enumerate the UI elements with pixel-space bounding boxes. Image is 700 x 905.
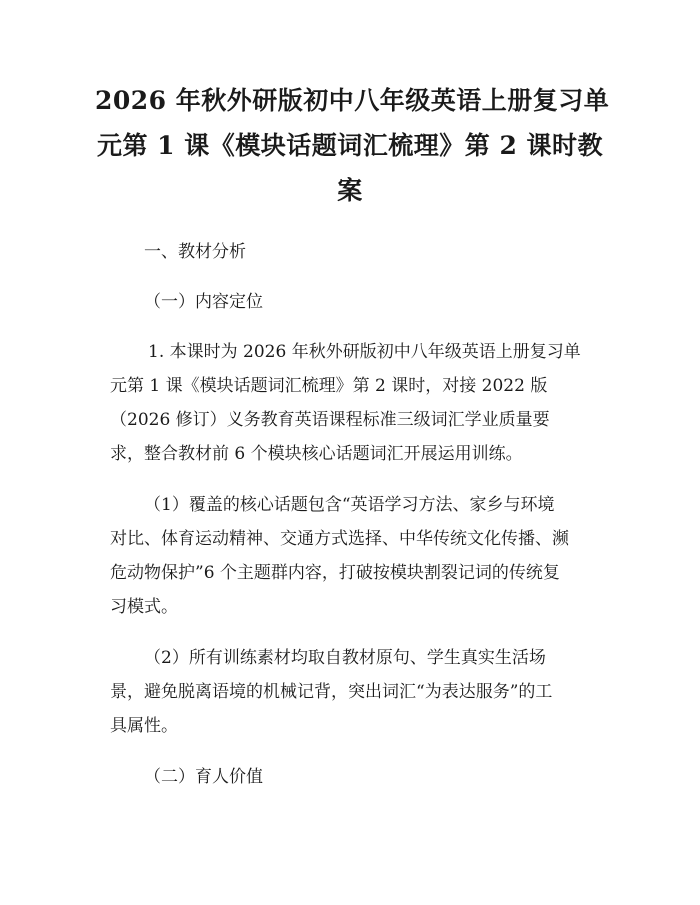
paragraph-lesson-overview xyxy=(110,335,600,471)
paragraph-line: 元第 1 课《模块话题词汇梳理》第 2 课时，对接 2022 版 xyxy=(110,376,548,396)
paragraph-core-topics xyxy=(110,488,600,624)
paragraph-line: 对比、体育运动精神、交通方式选择、中华传统文化传播、濒 xyxy=(110,529,569,549)
title-line: 案 xyxy=(337,176,363,205)
paragraph-line: （2026 修订）义务教育英语课程标准三级词汇学业质量要 xyxy=(110,410,550,430)
paragraph-line: （2）所有训练素材均取自教材原句、学生真实生活场 xyxy=(144,648,546,668)
paragraph-line: 危动物保护”6 个主题群内容，打破按模块割裂记词的传统复 xyxy=(110,563,560,583)
paragraph-line: 1. 本课时为 2026 年秋外研版初中八年级英语上册复习单 xyxy=(148,342,581,362)
heading-teaching-material-analysis: 一、教材分析 xyxy=(144,242,246,262)
document-body xyxy=(110,235,600,794)
paragraph-line: 景，避免脱离语境的机械记背，突出词汇“为表达服务”的工 xyxy=(110,682,553,702)
title-line: 2026 年秋外研版初中八年级英语上册复习单 xyxy=(95,86,610,115)
paragraph-line: 具属性。 xyxy=(110,716,178,736)
document-title xyxy=(95,78,610,213)
paragraph-line: （1）覆盖的核心话题包含“英语学习方法、家乡与环境 xyxy=(144,495,555,515)
paragraph-line: 求，整合教材前 6 个模块核心话题词汇开展运用训练。 xyxy=(110,444,523,464)
heading-educational-value: （二）育人价值 xyxy=(144,767,263,787)
title-line: 元第 1 课《模块话题词汇梳理》第 2 课时教 xyxy=(96,131,604,160)
paragraph-line: 习模式。 xyxy=(110,597,178,617)
paragraph-training-materials xyxy=(110,641,600,743)
heading-content-positioning: （一）内容定位 xyxy=(144,292,263,312)
